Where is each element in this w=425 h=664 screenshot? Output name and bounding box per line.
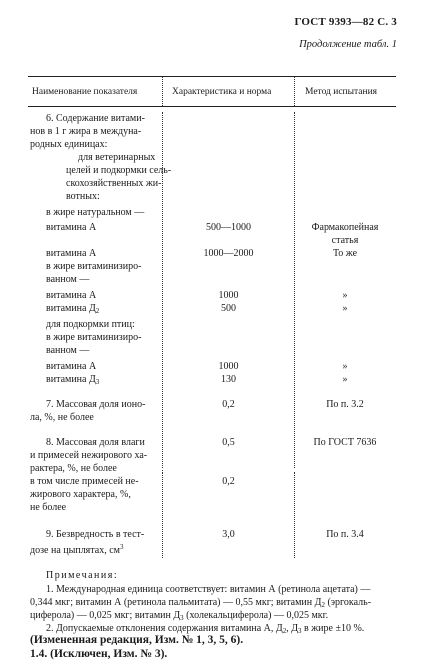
row6-text-line: целей и подкормки сель- (66, 165, 172, 176)
method-value: статья (331, 235, 359, 246)
column-divider-header-2 (294, 77, 295, 106)
note-line: 1. Международная единица соответствует: витамин А (ретинола ацетата) — (46, 584, 371, 595)
row8-text-line: 8. Массовая доля влаги (46, 437, 145, 448)
row8-sub-line: жирового характера, %, (30, 489, 131, 500)
amendment-note: (Измененная редакция, Изм. № 1, 3, 5, 6). (30, 634, 244, 646)
norm-value: 1000 (218, 290, 239, 301)
row6-text-line: скохозяйственных жи- (66, 178, 162, 189)
norm-value: 130 (221, 374, 236, 385)
row8-sub-line: не более (30, 502, 67, 513)
ditto-mark: » (342, 374, 348, 385)
note-line: 0,344 мкг; витамин А (ретинола пальмитата) — 0,55 мкг; витамин $Д_2$ (эргокаль- (30, 597, 372, 609)
norm-value: 0,2 (222, 399, 235, 410)
method-value: То же (332, 248, 358, 259)
ditto-mark: » (342, 290, 348, 301)
row6-text-line: ванном — (46, 345, 90, 356)
table-header-rule (28, 106, 396, 107)
row6-text-line: витамина А (46, 361, 97, 372)
table-continuation-label: Продолжение табл. 1 (299, 39, 397, 50)
column-divider-2-lower (294, 472, 295, 558)
row6-text-line: в жире витаминизиро- (46, 261, 142, 272)
note-line: циферола) — 0,025 мкг; витамин $Д_3$ (холекальциферола) — 0,025 мкг. (30, 610, 329, 622)
method-value: По ГОСТ 7636 (313, 437, 377, 448)
row6-text-line: витамина А (46, 290, 97, 301)
row6-text-line: 6. Содержание витами- (46, 113, 145, 124)
note-line: 2. Допускаемые отклонения содержания витамина А, $Д_2$, $Д_3$ в жире ±10 %. (46, 623, 365, 635)
ditto-mark: » (342, 361, 348, 372)
method-value: По п. 3.4 (326, 529, 364, 540)
row6-text-line: вотных: (66, 191, 100, 202)
norm-value: 1000 (218, 361, 239, 372)
row9-text-line: 9. Безвредность в тест- (46, 529, 145, 540)
row6-text-line: для подкормки птиц: (46, 319, 135, 330)
column-divider-1-lower (162, 472, 163, 558)
row8-text-line: рактера, %, не более (30, 463, 117, 474)
row6-text-line: витамина А (46, 222, 97, 233)
column-divider-gap (162, 470, 163, 471)
row9-text-line: дозе на цыплятах, $см^3$ (30, 543, 124, 556)
norm-value: 3,0 (222, 529, 235, 540)
row7-text-line: 7. Массовая доля ионо- (46, 399, 146, 410)
row6-text-line: витамина $Д_2$ (46, 303, 100, 315)
method-value: Фармакопейная (311, 222, 379, 233)
norm-value: 500 (221, 303, 236, 314)
column-header-norm: Характеристика и норма (172, 87, 272, 97)
row7-text-line: ла, %, не более (30, 412, 94, 423)
norm-value: 1000—2000 (203, 248, 254, 259)
row8-sub-line: в том числе примесей не- (30, 476, 139, 487)
row6-text-line: в жире натуральном — (46, 207, 145, 218)
column-header-indicator: Наименование показателя (32, 87, 138, 97)
row6-text-line: для ветеринарных (78, 152, 156, 163)
column-divider-header-1 (162, 77, 163, 106)
method-value: По п. 3.2 (326, 399, 364, 410)
norm-value: 500—1000 (206, 222, 251, 233)
norm-value: 0,2 (222, 476, 235, 487)
ditto-mark: » (342, 303, 348, 314)
row6-text-line: в жире витаминизиро- (46, 332, 142, 343)
page-header: ГОСТ 9393—82 С. 3 (294, 16, 397, 28)
row6-text-line: витамина А (46, 248, 97, 259)
norm-value: 0,5 (222, 437, 235, 448)
excluded-note: 1.4. (Исключен, Изм. № 3). (30, 648, 168, 660)
table-top-rule (28, 76, 396, 77)
notes-title: Примечания: (46, 570, 119, 581)
row6-text-line: родных единицах: (30, 139, 108, 150)
row8-text-line: и примесей нежирового ха- (30, 450, 148, 461)
column-header-method: Метод испытания (305, 87, 378, 97)
row6-text-line: нов в 1 г жира в междуна- (30, 126, 142, 137)
row6-text-line: витамина $Д_3$ (46, 374, 100, 386)
row6-text-line: ванном — (46, 274, 90, 285)
